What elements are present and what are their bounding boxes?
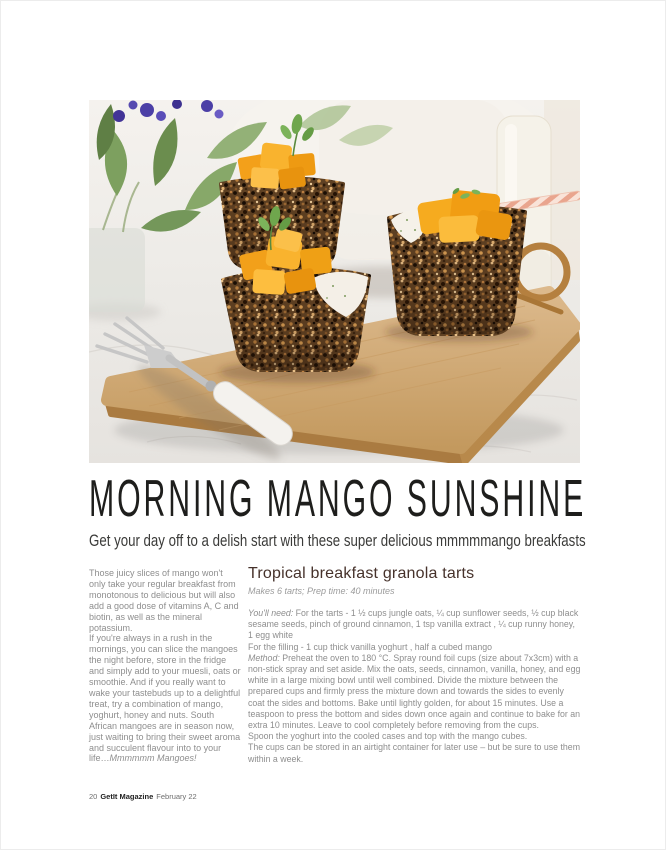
intro-paragraph-2: [89, 633, 241, 764]
intro-paragraph-1: Those juicy slices of mango won't only take your regular breakfast from monotonous to delicious but will also add a good dose of vitamins A, C and biotin, as well as the mineral potassium.: [89, 568, 239, 633]
recipe-meta: Makes 6 tarts; Prep time: 40 minutes: [248, 586, 395, 596]
hero-photo-illustration: [89, 100, 580, 463]
recipe-column: [248, 565, 582, 765]
recipe-serving: Spoon the yoghurt into the cooled cases and top with the mango cubes.: [248, 731, 528, 742]
recipe-storage: The cups can be stored in an airtight container for later use – but be sure to use them within a week.: [248, 742, 581, 764]
recipe-method: [248, 653, 582, 731]
intro-paragraph-2-text: If you're always in a rush in the mornings, you can slice the mangoes the night before, store in the fridge and simply add to your muesli, oats or smoothie. And if you really want to wake your tastebuds up to a delightful treat, try a combination of mango, yoghurt, honey and nuts. South African mangoes are in season now, just waiting to bring their sweet aroma and succulent flavour into to your life…: [89, 633, 241, 764]
recipe-filling: For the filling - 1 cup thick vanilla yoghurt , half a cubed mango: [248, 641, 493, 652]
method-text: Preheat the oven to 180 °C. Spray round foil cups (size about 7x3cm) with a non-stick spray and set aside. Mix the oats, seeds, cinnamon, vanilla, honey, and egg white in a large mixing bowl until well combined. Divide the mixture between the prepared cups and firmly press the mixture down and towards the sides to evenly coat the sides and bottoms. Bake until lightly golden, for about 15 minutes. Use a teaspoon to press the bottom and sides down once again and continue to bake for an extra 10 minutes. Leave to cool completely before removing from the cups.: [248, 652, 581, 731]
page-title: MORNING MANGO SUNSHINE: [89, 470, 587, 528]
magazine-name: GetIt Magazine: [100, 792, 154, 801]
page-number: 20: [89, 792, 98, 801]
recipe-title: Tropical breakfast granola tarts: [248, 565, 475, 582]
intro-paragraph-2-italic: Mmmmmm Mangoes!: [109, 753, 197, 764]
recipe-ingredients: [248, 608, 582, 642]
subtitle: Get your day off to a delish start with these super delicious mmmmmango breakfasts: [89, 531, 586, 550]
method-label: Method:: [248, 652, 280, 663]
hero-photo: [89, 100, 580, 463]
youll-need-text: For the tarts - 1 ½ cups jungle oats, ¼ cup sunflower seeds, ½ cup black sesame seeds, pinch of ground cinnamon, 1 tsp vanilla extract , ¼ cup runny honey, 1 egg white: [248, 608, 579, 641]
intro-column: [89, 568, 241, 764]
issue-date: February 22: [156, 792, 197, 801]
youll-need-label: You'll need:: [248, 608, 294, 618]
page-footer: [89, 792, 197, 801]
